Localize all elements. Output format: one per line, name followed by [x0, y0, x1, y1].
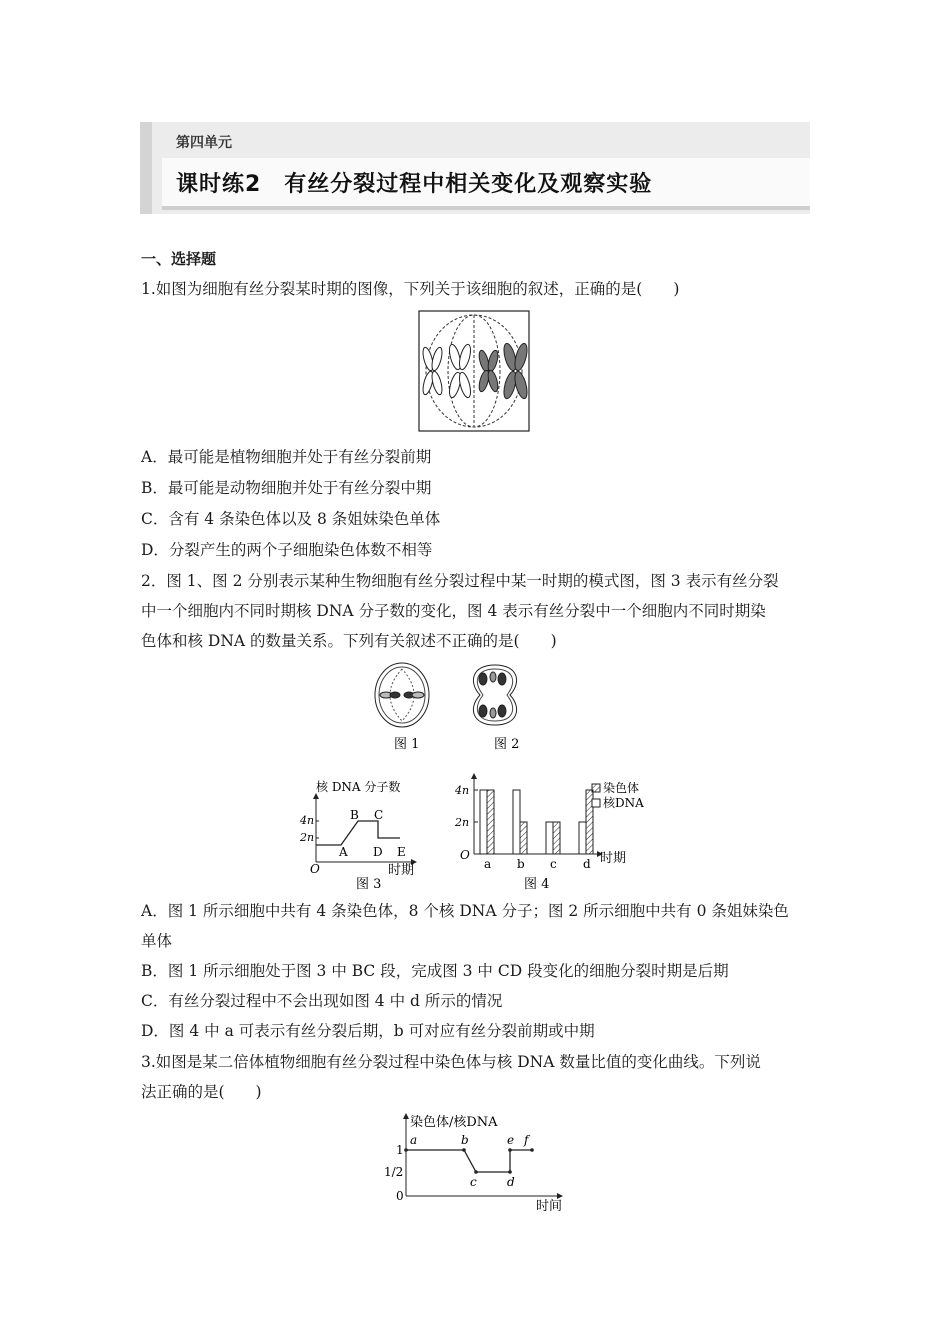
fig3-point-b: B: [350, 808, 359, 822]
fig5-dot-f: [530, 1148, 534, 1152]
q2-option-a-line1: A．图 1 所示细胞中共有 4 条染色体，8 个核 DNA 分子；图 2 所示细胞中共有 0 条姐妹染色: [141, 902, 789, 920]
q3-stem-line2: 法正确的是( ): [141, 1083, 262, 1101]
q2-option-a-line2: 单体: [141, 932, 173, 950]
q2-option-c: C．有丝分裂过程中不会出现如图 4 中 d 所示的情况: [141, 992, 503, 1010]
fig3-point-c: C: [374, 808, 384, 822]
fig4-ytick-2n: 2n: [455, 816, 470, 829]
fig5-ylabel: 染色体/核DNA: [410, 1115, 498, 1130]
fig5-point-b: b: [461, 1133, 469, 1147]
legend-swatch-dna: [592, 799, 600, 807]
fig5-ytick-half: 1/2: [384, 1165, 404, 1179]
q2-stem-line1: 2．图 1、图 2 分别表示某种生物细胞有丝分裂过程中某一时期的模式图，图 3 表示有丝分裂: [141, 572, 779, 590]
q2-option-d: D．图 4 中 a 可表示有丝分裂后期，b 可对应有丝分裂前期或中期: [141, 1022, 595, 1040]
fig4-category-d: d: [583, 857, 591, 871]
fig2-caption: 图 2: [494, 737, 520, 752]
fig3-point-a: A: [339, 845, 348, 859]
fig4-chart: [452, 770, 652, 892]
fig4-caption: 图 4: [524, 877, 550, 892]
legend-chromosome: 染色体: [603, 781, 640, 795]
fig3-ytick-2n: 2n: [300, 831, 315, 844]
fig4-origin: O: [460, 848, 470, 862]
fig4-category-c: c: [550, 857, 557, 871]
lesson-title: 课时练2 有丝分裂过程中相关变化及观察实验: [176, 172, 653, 197]
fig5-ytick-1: 1: [396, 1143, 404, 1157]
fig5-chart: [380, 1110, 570, 1218]
q2-stem-line3: 色体和核 DNA 的数量关系。下列有关叙述不正确的是( ): [141, 632, 557, 650]
fig3-chart: [296, 774, 426, 892]
fig1-caption: 图 1: [394, 737, 420, 752]
fig4-xlabel: 时期: [600, 851, 627, 866]
fig3-xlabel: 时期: [388, 863, 415, 878]
fig3-ylabel: 核 DNA 分子数: [316, 780, 401, 794]
fig4-category-b: b: [517, 857, 525, 871]
bar-dna-b: [513, 790, 520, 854]
unit-label: 第四单元: [176, 135, 232, 151]
section-heading: 一、选择题: [141, 250, 217, 268]
fig5-point-d: d: [507, 1175, 515, 1189]
q1-stem: 1.如图为细胞有丝分裂某时期的图像，下列关于该细胞的叙述，正确的是( ): [141, 280, 680, 298]
fig3-caption: 图 3: [356, 877, 382, 892]
fig4-ytick-4n: 4n: [455, 784, 470, 797]
bar-dna-c: [546, 822, 553, 854]
fig5-ytick-0: 0: [396, 1189, 404, 1203]
q1-option-a: A．最可能是植物细胞并处于有丝分裂前期: [141, 448, 432, 466]
fig5-point-a: a: [410, 1133, 418, 1147]
bar-chromosome-a: [487, 790, 494, 854]
fig4-category-a: a: [484, 857, 492, 871]
fig5-dot-d: [508, 1170, 512, 1174]
q1-option-c: C．含有 4 条染色体以及 8 条姐妹染色单体: [141, 510, 441, 528]
q1-cell-figure: [418, 310, 530, 432]
legend-dna: 核DNA: [603, 796, 644, 810]
fig5-point-f: f: [524, 1133, 529, 1147]
fig3-point-d: D: [373, 845, 383, 859]
fig3-ytick-4n: 4n: [300, 814, 315, 827]
q1-option-b: B．最可能是动物细胞并处于有丝分裂中期: [141, 479, 432, 497]
fig5-line: [406, 1150, 532, 1172]
bar-dna-a: [480, 790, 487, 854]
fig5-point-c: c: [470, 1175, 477, 1189]
fig5-point-e: e: [507, 1133, 515, 1147]
unit-header: [140, 122, 810, 214]
fig3-point-e: E: [397, 845, 406, 859]
q2-fig1-fig2: [370, 662, 530, 754]
q2-option-b: B．图 1 所示细胞处于图 3 中 BC 段，完成图 3 中 CD 段变化的细胞分裂时期是后期: [141, 962, 729, 980]
fig5-xlabel: 时间: [536, 1199, 563, 1214]
q1-option-d: D．分裂产生的两个子细胞染色体数不相等: [141, 541, 433, 559]
q3-stem-line1: 3.如图是某二倍体植物细胞有丝分裂过程中染色体与核 DNA 数量比值的变化曲线。下列说: [141, 1053, 761, 1071]
q2-stem-line2: 中一个细胞内不同时期核 DNA 分子数的变化，图 4 表示有丝分裂中一个细胞内不同时期染: [141, 602, 766, 620]
bar-chromosome-c: [553, 822, 560, 854]
fig5-dot-e: [508, 1148, 512, 1152]
bar-chromosome-b: [520, 822, 527, 854]
fig5-dot-b: [462, 1148, 466, 1152]
fig3-line: [316, 821, 400, 845]
fig3-origin: O: [310, 862, 320, 876]
bar-dna-d: [579, 822, 586, 854]
fig5-dot-a: [404, 1148, 408, 1152]
legend-swatch-chromosome: [592, 784, 600, 792]
fig5-dot-c: [474, 1170, 478, 1174]
